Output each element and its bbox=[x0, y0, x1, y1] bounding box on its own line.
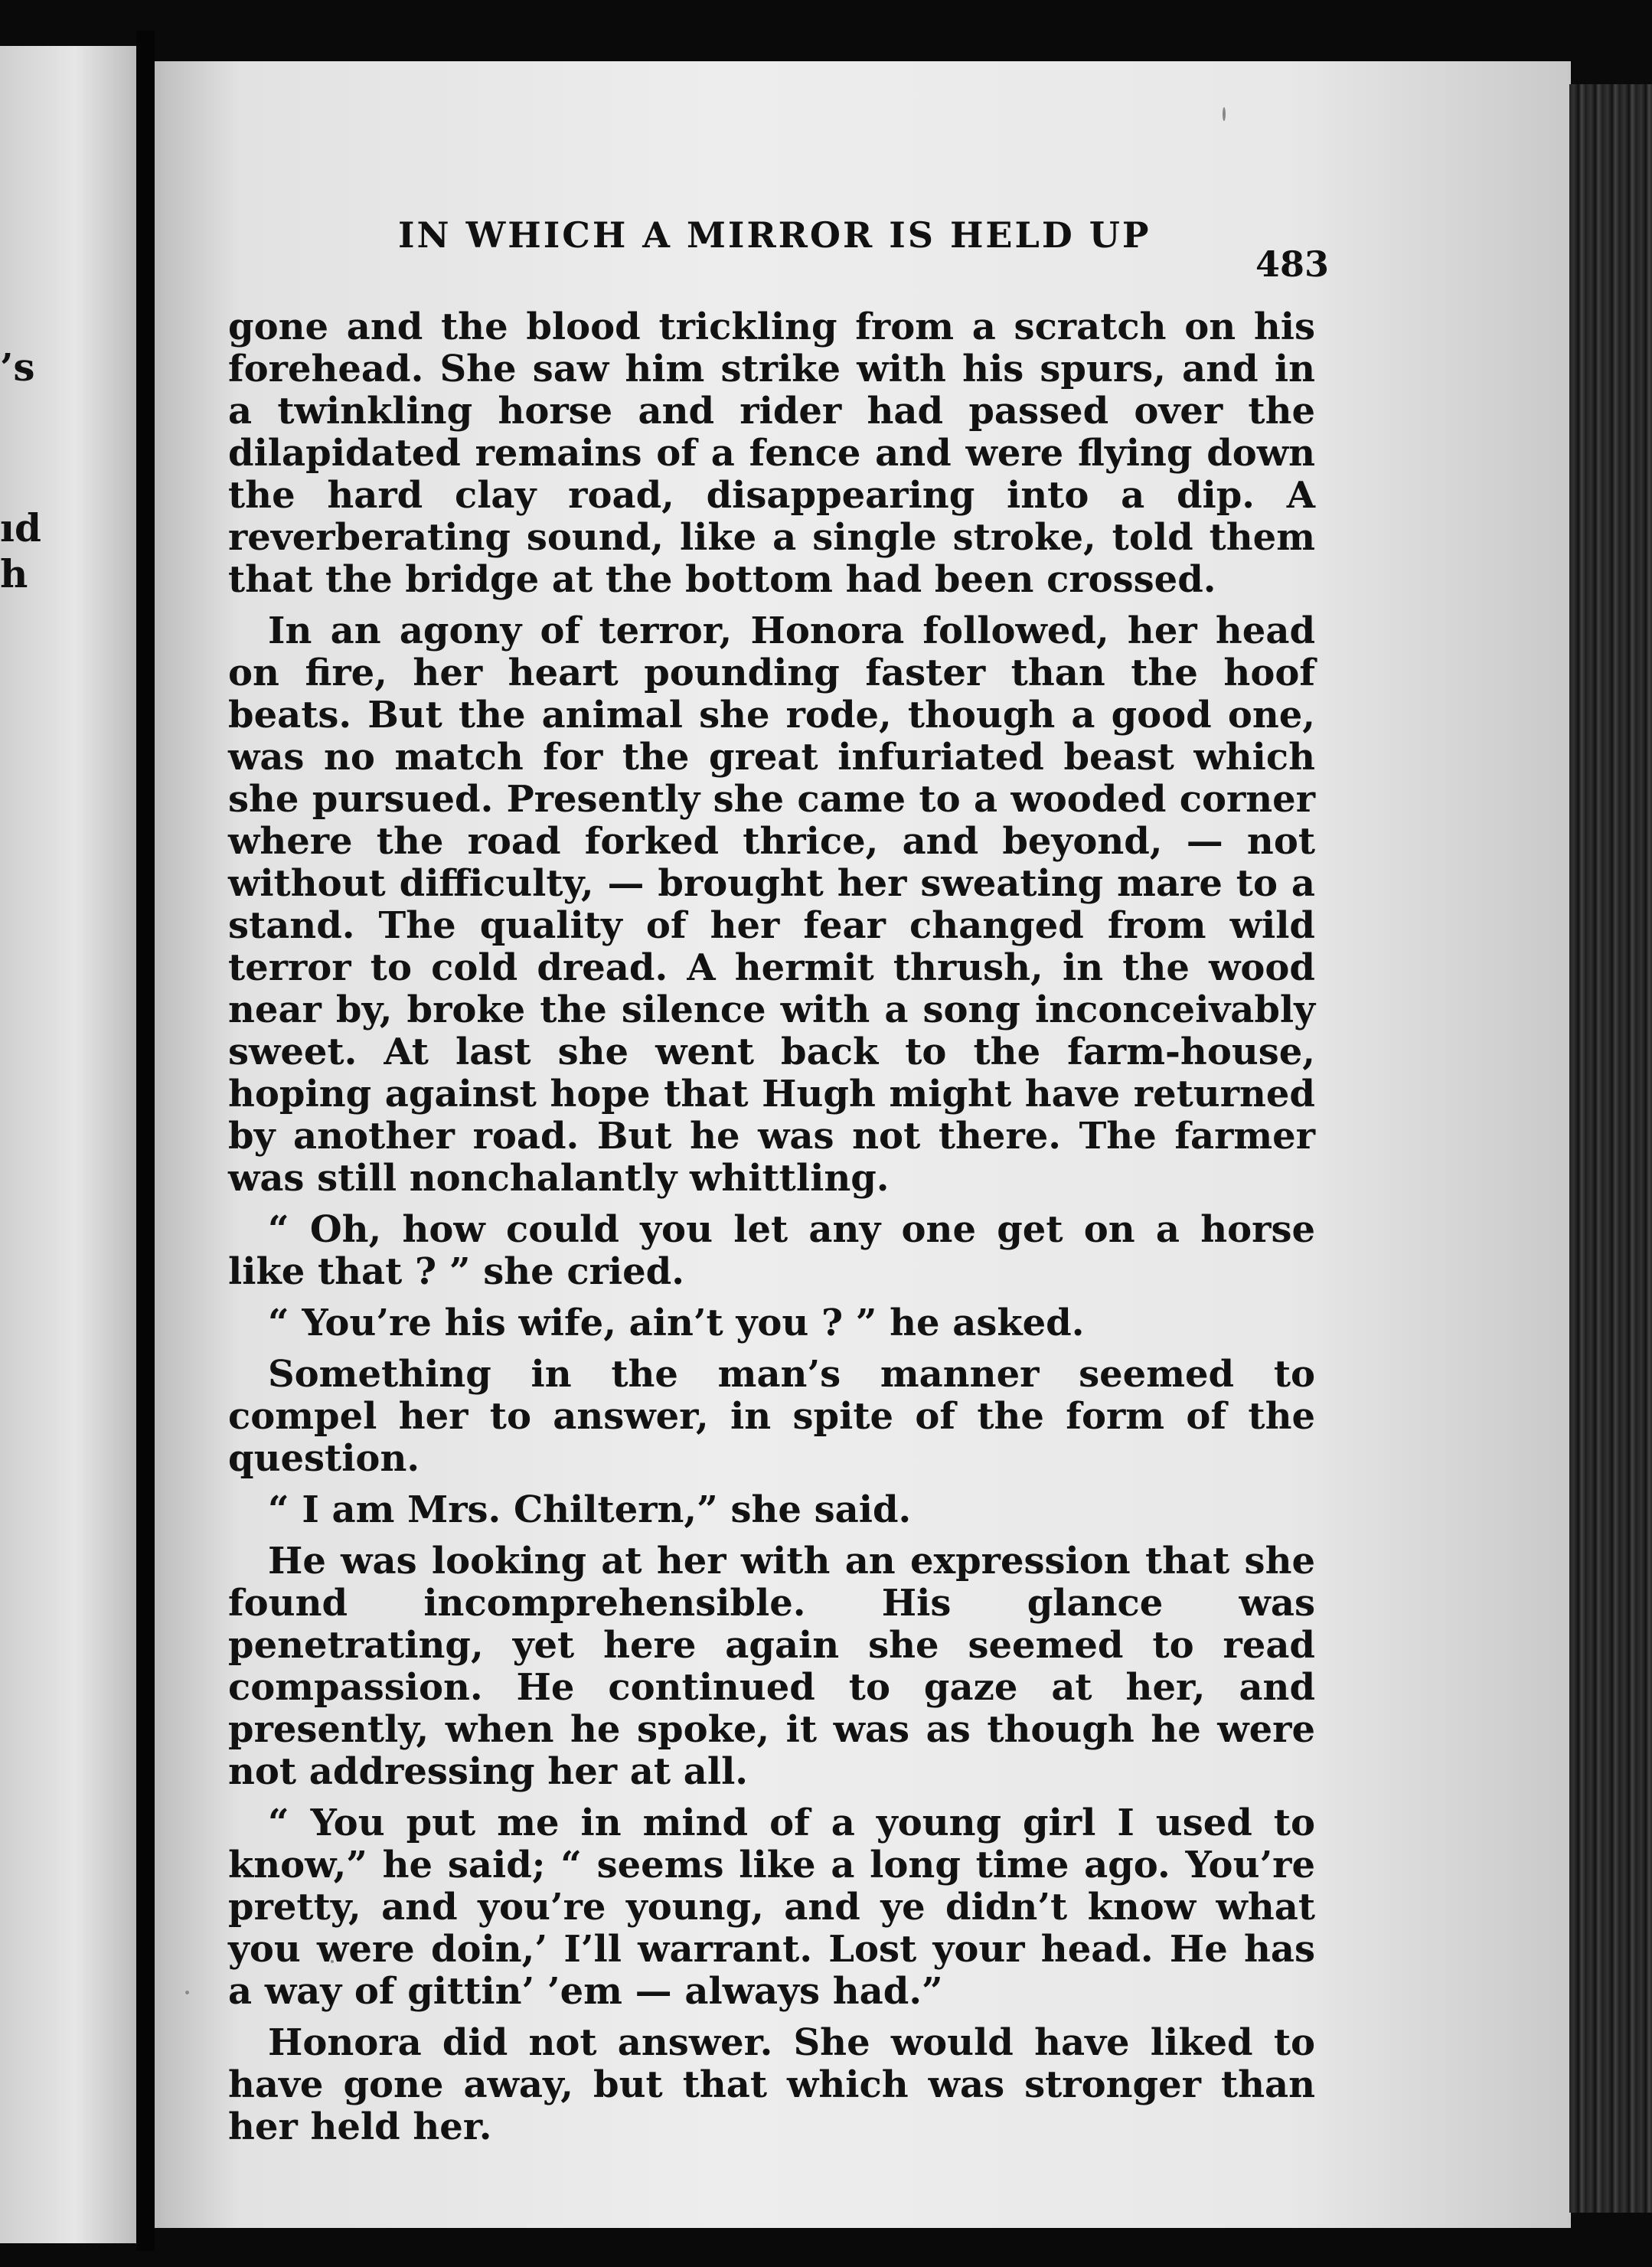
paragraph: Something in the man’s manner seemed to compel her to answer, in spite of the form of the question. bbox=[228, 1353, 1315, 1480]
paragraph: Honora did not answer. She would have liked to have gone away, but that which was stronger than her held her. bbox=[228, 2021, 1315, 2148]
paragraph: “ You put me in mind of a young girl I used to know,” he said; “ seems like a long time ago. You’re pretty, and you’re young, and ye didn’t know what you were doin,’ I’ll warrant. Lost your head. He has a way of gittin’ ’em — always had.” bbox=[228, 1802, 1315, 2013]
paragraph: “ You’re his wife, ain’t you ? ” he asked. bbox=[268, 1302, 1085, 1344]
facing-page bbox=[0, 46, 136, 2243]
paragraph: “ Oh, how could you let any one get on a horse like that ? ” she cried. bbox=[228, 1208, 1315, 1293]
page-number: 483 bbox=[1255, 243, 1330, 285]
page-body bbox=[228, 306, 1315, 2158]
page-edges bbox=[1569, 84, 1652, 2213]
paragraph: gone and the blood trickling from a scratch on his forehead. She saw him strike with his spurs, and in a twinkling horse and rider had passed over the dilapidated remains of a fence and were flying down the hard clay road, disappearing into a dip. A reverberating sound, like a single stroke, told them that the bridge at the bottom had been crossed. bbox=[228, 305, 1315, 601]
paragraph: “ I am Mrs. Chiltern,” she said. bbox=[268, 1488, 912, 1531]
facing-page-fragment: h bbox=[0, 551, 28, 596]
paragraph: In an agony of terror, Honora followed, her head on fire, her heart pounding faster than the hoof beats. But the animal she rode, though a good one, was no match for the great infuriated beast which she pursued. Presently she came to a wooded corner where the road forked thrice, and beyond, — not without difficulty, — brought her sweating mare to a stand. The quality of her fear changed from wild terror to cold dread. A hermit thrush, in the wood near by, broke the silence with a song inconceivably sweet. At last she went back to the farm-house, hoping against hope that Hugh might have returned by another road. But he was not there. The farmer was still nonchalantly whittling. bbox=[228, 609, 1315, 1200]
page-speck bbox=[185, 1991, 189, 1994]
facing-page-fragment: ’s bbox=[0, 345, 35, 390]
paragraph: He was looking at her with an expression that she found incomprehensible. His glance was penetrating, yet here again she seemed to read compassion. He continued to gaze at her, and presently, when he spoke, it was as though he were not addressing her at all. bbox=[228, 1540, 1315, 1793]
page-speck bbox=[1223, 107, 1226, 121]
book-gutter bbox=[136, 31, 155, 2251]
running-head: IN WHICH A MIRROR IS HELD UP bbox=[398, 214, 1151, 256]
facing-page-fragment: ıd bbox=[0, 505, 41, 550]
